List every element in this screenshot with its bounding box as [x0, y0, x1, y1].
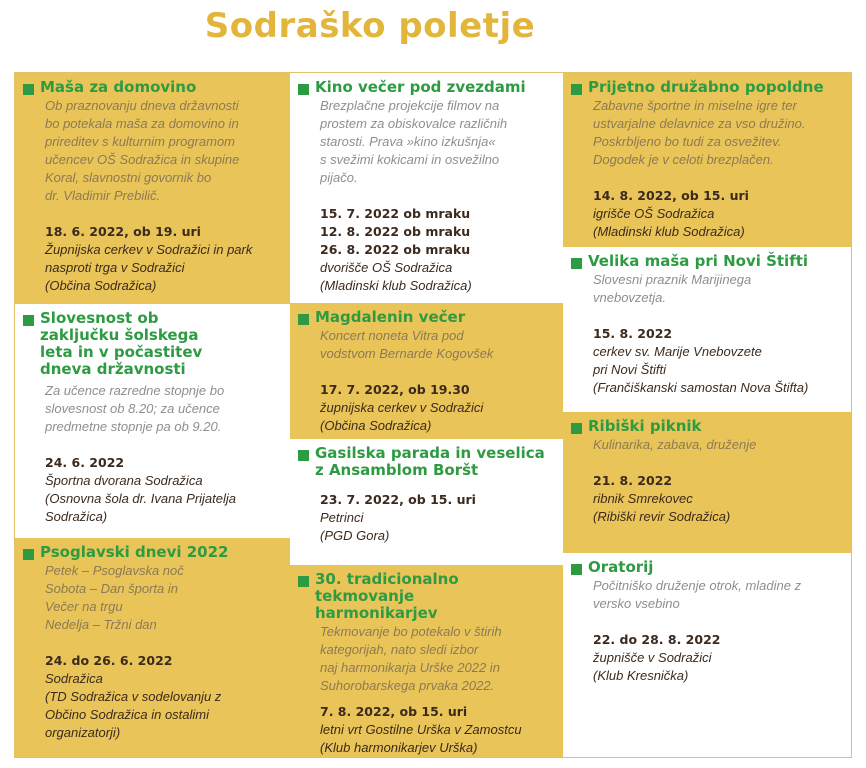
event-title: Kino večer pod zvezdami: [315, 78, 526, 96]
event-location: Sodražica (TD Sodražica v sodelovanju z Občino Sodražica in ostalimi organizatorji): [45, 671, 222, 740]
event-date: 17. 7. 2022, ob 19.30: [320, 382, 470, 397]
event-description: Počitniško druženje otrok, mladine z versko vsebino: [593, 578, 802, 611]
event-card: [15, 538, 290, 757]
event-title: Maša za domovino: [40, 78, 197, 96]
event-card: [290, 303, 563, 439]
bullet-square-icon: [23, 315, 34, 326]
bullet-square-icon: [571, 423, 582, 434]
event-card: [563, 73, 851, 247]
event-date: 22. do 28. 8. 2022: [593, 632, 721, 647]
event-description: Slovesni praznik Marijinega vnebovzetja.: [593, 272, 752, 305]
event-location: letni vrt Gostilne Urška v Zamostcu (Klub harmonikarjev Urška): [320, 722, 522, 755]
event-location: ribnik Smrekovec (Ribiški revir Sodražica): [593, 491, 731, 524]
events-grid: [14, 72, 852, 758]
event-title: Slovesnost ob zaključku šolskega leta in v počastitev dneva državnosti: [40, 309, 203, 378]
event-location: Športna dvorana Sodražica (Osnovna šola dr. Ivana Prijatelja Sodražica): [45, 473, 237, 524]
event-card: [563, 247, 851, 412]
event-card: [563, 553, 851, 757]
event-title: 30. tradicionalno tekmovanje harmonikarjev: [315, 570, 459, 622]
event-title: Velika maša pri Novi Štifti: [588, 252, 809, 270]
event-date: 15. 8. 2022: [593, 326, 673, 341]
bullet-square-icon: [23, 549, 34, 560]
bullet-square-icon: [23, 84, 34, 95]
event-description: Ob praznovanju dneva državnosti bo potekala maša za domovino in prireditev s kulturnim programom učencev OŠ Sodražica in skupine Koral, slavnostni govornik bo dr. Vladimir Prebilič.: [45, 98, 240, 203]
event-description: Petek – Psoglavska noč Sobota – Dan športa in Večer na trgu Nedelja – Tržni dan: [45, 563, 184, 632]
page-title: Sodraško poletje: [204, 6, 536, 46]
bullet-square-icon: [571, 84, 582, 95]
event-card: [15, 73, 290, 304]
event-date: 24. do 26. 6. 2022: [45, 653, 173, 668]
event-date: 23. 7. 2022, ob 15. uri: [320, 492, 476, 507]
event-location: Župnijska cerkev v Sodražici in park nasproti trga v Sodražici (Občina Sodražica): [45, 242, 253, 293]
bullet-square-icon: [571, 564, 582, 575]
event-date: 7. 8. 2022, ob 15. uri: [320, 704, 468, 719]
event-card: [563, 412, 851, 553]
bullet-square-icon: [298, 450, 309, 461]
event-description: Zabavne športne in miselne igre ter ustvarjalne delavnice za vso družino. Poskrbljeno bo tudi za osvežitev. Dogodek je v celoti brezplačen.: [593, 98, 806, 167]
event-title: Ribiški piknik: [588, 417, 702, 435]
event-title: Gasilska parada in veselica z Ansamblom Boršt: [315, 444, 545, 479]
event-description: Brezplačne projekcije filmov na prostem za obiskovalce različnih starosti. Prava »kino izkušnja« s svežimi kokicami in osvežilno pijačo.: [320, 98, 508, 185]
event-date: 15. 7. 2022 ob mraku 12. 8. 2022 ob mraku 26. 8. 2022 ob mraku: [320, 206, 471, 257]
event-card: [290, 439, 563, 565]
event-card: [290, 565, 563, 757]
event-description: Tekmovanje bo potekalo v štirih kategorijah, nato sledi izbor naj harmonikarja Urške 2022 in Suhorobarskega prvaka 2022.: [320, 624, 502, 693]
event-location: Petrinci (PGD Gora): [320, 510, 390, 543]
event-date: 24. 6. 2022: [45, 455, 125, 470]
event-location: župnišče v Sodražici (Klub Kresnička): [593, 650, 712, 683]
event-description: Za učence razredne stopnje bo slovesnost ob 8.20; za učence predmetne stopnje pa ob 9.20.: [45, 383, 225, 434]
event-description: Kulinarika, zabava, druženje: [593, 437, 757, 452]
event-description: Koncert noneta Vitra pod vodstvom Bernarde Kogovšek: [320, 328, 494, 361]
event-location: dvorišče OŠ Sodražica (Mladinski klub Sodražica): [320, 260, 472, 293]
bullet-square-icon: [298, 84, 309, 95]
event-title: Oratorij: [588, 558, 654, 576]
event-location: cerkev sv. Marije Vnebovzete pri Novi Štifti (Frančiškanski samostan Nova Štifta): [593, 344, 809, 395]
event-location: igrišče OŠ Sodražica (Mladinski klub Sodražica): [593, 206, 745, 239]
event-card: [290, 73, 563, 303]
event-title: Psoglavski dnevi 2022: [40, 543, 229, 561]
event-card: [15, 304, 290, 538]
bullet-square-icon: [298, 576, 309, 587]
event-title: Magdalenin večer: [315, 308, 466, 326]
bullet-square-icon: [571, 258, 582, 269]
bullet-square-icon: [298, 314, 309, 325]
event-date: 18. 6. 2022, ob 19. uri: [45, 224, 201, 239]
event-title: Prijetno družabno popoldne: [588, 78, 824, 96]
event-location: župnijska cerkev v Sodražici (Občina Sodražica): [320, 400, 484, 433]
event-date: 14. 8. 2022, ob 15. uri: [593, 188, 749, 203]
event-date: 21. 8. 2022: [593, 473, 673, 488]
